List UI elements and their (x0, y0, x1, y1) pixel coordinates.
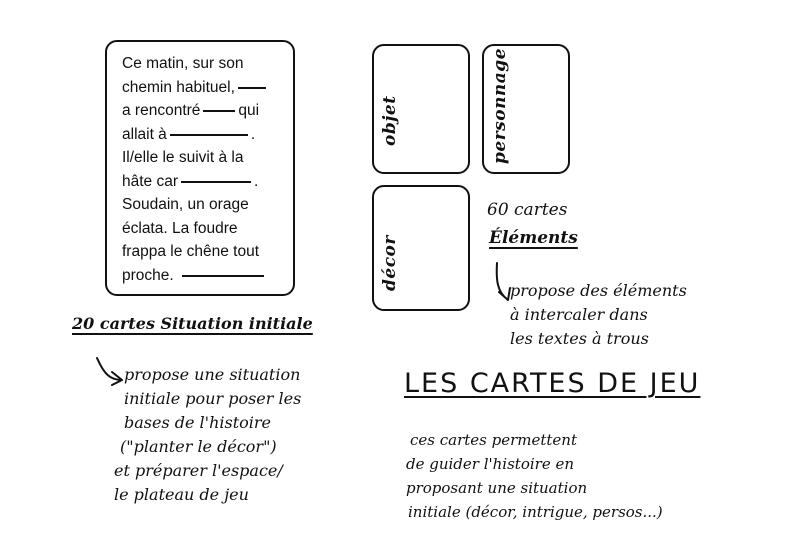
situation-title: 20 cartes Situation initiale (72, 314, 313, 333)
situation-description: propose une situation initiale pour poser les bases de l'histoire ("planter le décor") et préparer l'espace/ le plateau de jeu (114, 365, 302, 504)
elements-arrow (497, 263, 510, 300)
story-line-6: hâte car . (122, 172, 259, 190)
main-description: ces cartes permettent de guider l'histoire en proposant une situation initiale (décor, intrigue, persos...) (406, 431, 663, 521)
main-title: LES CARTES DE JEU (404, 368, 701, 399)
elements-description: propose des éléments à intercaler dans les textes à trous (510, 281, 687, 348)
story-line-9: frappa le chêne tout (122, 243, 260, 260)
elements-count: 60 cartes (487, 200, 568, 220)
story-line-7: Soudain, un orage (122, 196, 249, 213)
story-line-8: éclata. La foudre (122, 219, 238, 237)
story-line-4: allait à . (122, 125, 256, 143)
story-line-2: chemin habituel, (122, 76, 285, 100)
story-line-1: Ce matin, sur son (122, 55, 244, 72)
story-line-3: a rencontré qui (122, 102, 260, 119)
card-label-personnage: personnage (490, 47, 510, 164)
story-line-5: Il/elle le suivit à la (122, 149, 244, 166)
card-label-objet: objet (380, 95, 400, 146)
situation-arrow (97, 358, 122, 385)
elements-title: Éléments (489, 228, 578, 248)
card-label-decor: décor (380, 235, 400, 291)
story-line-10: proche. (122, 264, 285, 288)
